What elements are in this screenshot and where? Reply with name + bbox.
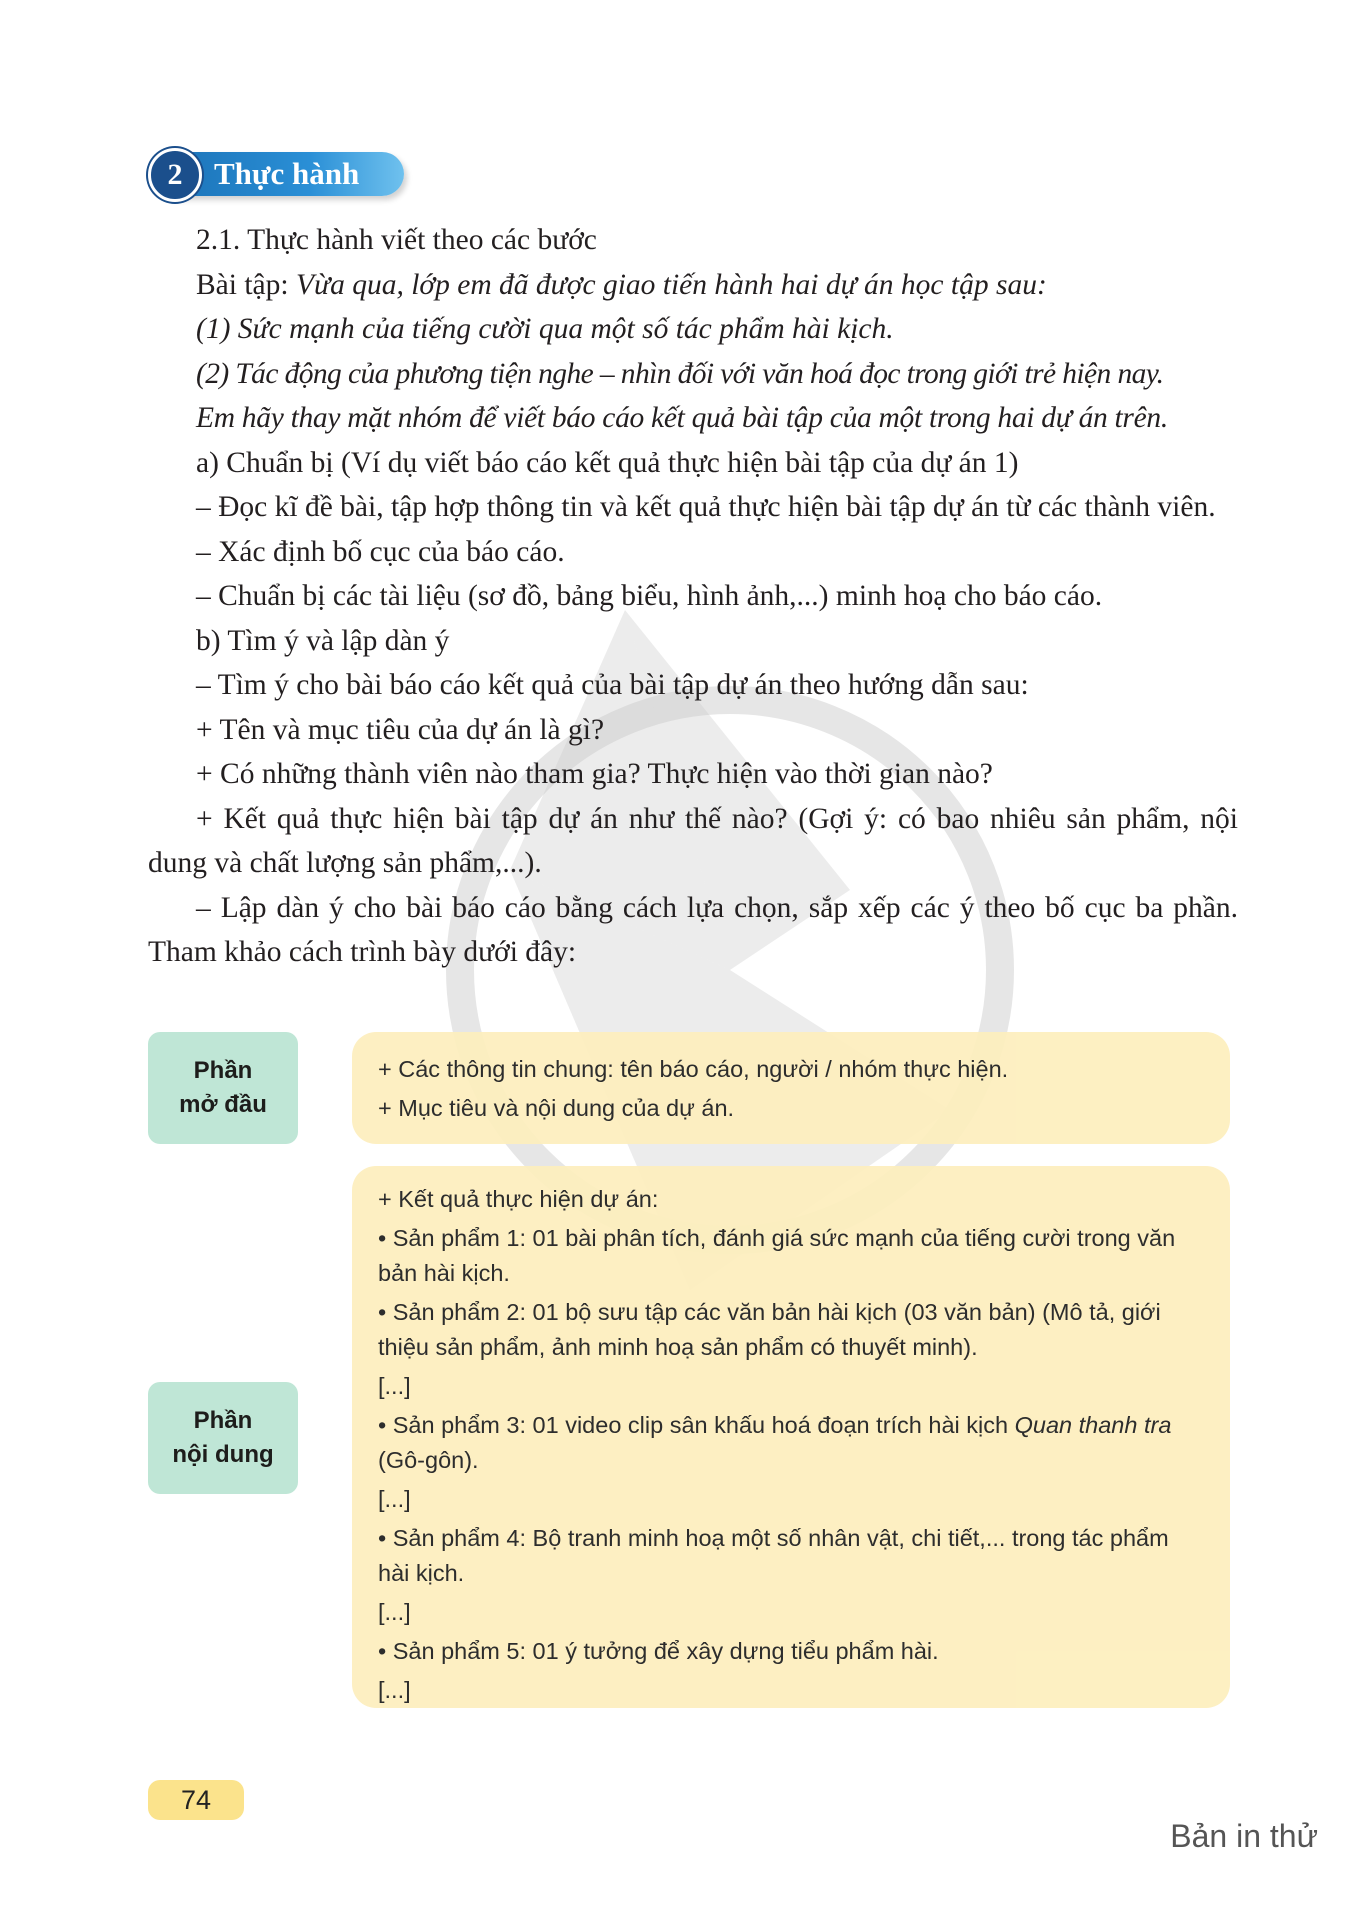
- product-1: • Sản phẩm 1: 01 bài phân tích, đánh giá sức mạnh của tiếng cười trong văn bản hài kịch.: [378, 1225, 1176, 1286]
- product-3-title: Quan thanh tra: [1014, 1412, 1172, 1438]
- step-a-2: – Xác định bố cục của báo cáo.: [196, 535, 565, 568]
- ellipsis-3: [...]: [378, 1599, 411, 1625]
- ellipsis-2: [...]: [378, 1486, 411, 1512]
- section-number: 2: [148, 148, 202, 202]
- step-b-1b: + Có những thành viên nào tham gia? Thực hiện vào thời gian nào?: [196, 758, 993, 790]
- product-3-text: • Sản phẩm 3: 01 video clip sân khấu hoá đoạn trích hài kịch: [378, 1412, 1015, 1438]
- step-b-1c: + Kết quả thực hiện bài tập dự án như thế nào? (Gợi ý: có bao nhiêu sản phẩm, nội dung và chất lượng sản phẩm,...).: [148, 802, 1238, 879]
- product-3: [378, 1408, 1204, 1478]
- step-b: b) Tìm ý và lập dàn ý: [196, 624, 450, 657]
- page-number: 74: [148, 1780, 244, 1820]
- intro-label-line1: Phần: [193, 1057, 253, 1084]
- intro-item-2: + Mục tiêu và nội dung của dự án.: [378, 1095, 735, 1121]
- product-5: • Sản phẩm 5: 01 ý tưởng để xây dựng tiểu phẩm hài.: [378, 1638, 939, 1664]
- intro-label: [148, 1032, 298, 1144]
- step-b-1a: + Tên và mục tiêu của dự án là gì?: [196, 713, 605, 746]
- proof-label: Bản in thử: [1170, 1818, 1318, 1854]
- intro-label-line2: mở đầu: [179, 1091, 267, 1118]
- section-heading: [148, 148, 408, 200]
- content-label-line1: Phần: [193, 1407, 253, 1434]
- product-3-author: (Gô-gôn).: [378, 1447, 479, 1473]
- step-a-3: – Chuẩn bị các tài liệu (sơ đồ, bảng biểu, hình ảnh,...) minh hoạ cho báo cáo.: [196, 580, 1103, 612]
- instruction: Em hãy thay mặt nhóm để viết báo cáo kết quả bài tập của một trong hai dự án trên.: [196, 402, 1168, 434]
- intro-item-1: + Các thông tin chung: tên báo cáo, người / nhóm thực hiện.: [378, 1056, 1009, 1082]
- subheading: 2.1. Thực hành viết theo các bước: [196, 224, 597, 256]
- intro-content: [352, 1032, 1230, 1144]
- step-a-1: – Đọc kĩ đề bài, tập hợp thông tin và kết quả thực hiện bài tập dự án từ các thành viên.: [196, 491, 1216, 523]
- product-2: • Sản phẩm 2: 01 bộ sưu tập các văn bản hài kịch (03 văn bản) (Mô tả, giới thiệu sản phẩm, ảnh minh hoạ sản phẩm có thuyết minh).: [378, 1299, 1161, 1360]
- project-2: (2) Tác động của phương tiện nghe – nhìn đối với văn hoá đọc trong giới trẻ hiện nay.: [196, 357, 1164, 390]
- step-b-2: – Lập dàn ý cho bài báo cáo bằng cách lựa chọn, sắp xếp các ý theo bố cục ba phần. Tham khảo cách trình bày dưới đây:: [148, 891, 1238, 968]
- content-details: [352, 1166, 1230, 1708]
- ellipsis-4: [...]: [378, 1677, 411, 1703]
- results-heading: + Kết quả thực hiện dự án:: [378, 1186, 659, 1212]
- product-4: • Sản phẩm 4: Bộ tranh minh hoạ một số nhân vật, chi tiết,... trong tác phẩm hài kịch.: [378, 1525, 1169, 1586]
- task-paragraph: [148, 263, 1238, 308]
- body-text: [148, 218, 1238, 975]
- task-text: Vừa qua, lớp em đã được giao tiến hành hai dự án học tập sau:: [295, 268, 1047, 301]
- ellipsis-1: [...]: [378, 1373, 411, 1399]
- step-b-1: – Tìm ý cho bài báo cáo kết quả của bài tập dự án theo hướng dẫn sau:: [196, 669, 1029, 701]
- content-label-line2: nội dung: [172, 1441, 274, 1468]
- project-1: (1) Sức mạnh của tiếng cười qua một số tác phẩm hài kịch.: [196, 313, 894, 345]
- content-label: [148, 1382, 298, 1494]
- step-a: a) Chuẩn bị (Ví dụ viết báo cáo kết quả thực hiện bài tập của dự án 1): [196, 446, 1019, 479]
- task-lead: Bài tập:: [196, 268, 296, 301]
- section-title: Thực hành: [214, 156, 360, 191]
